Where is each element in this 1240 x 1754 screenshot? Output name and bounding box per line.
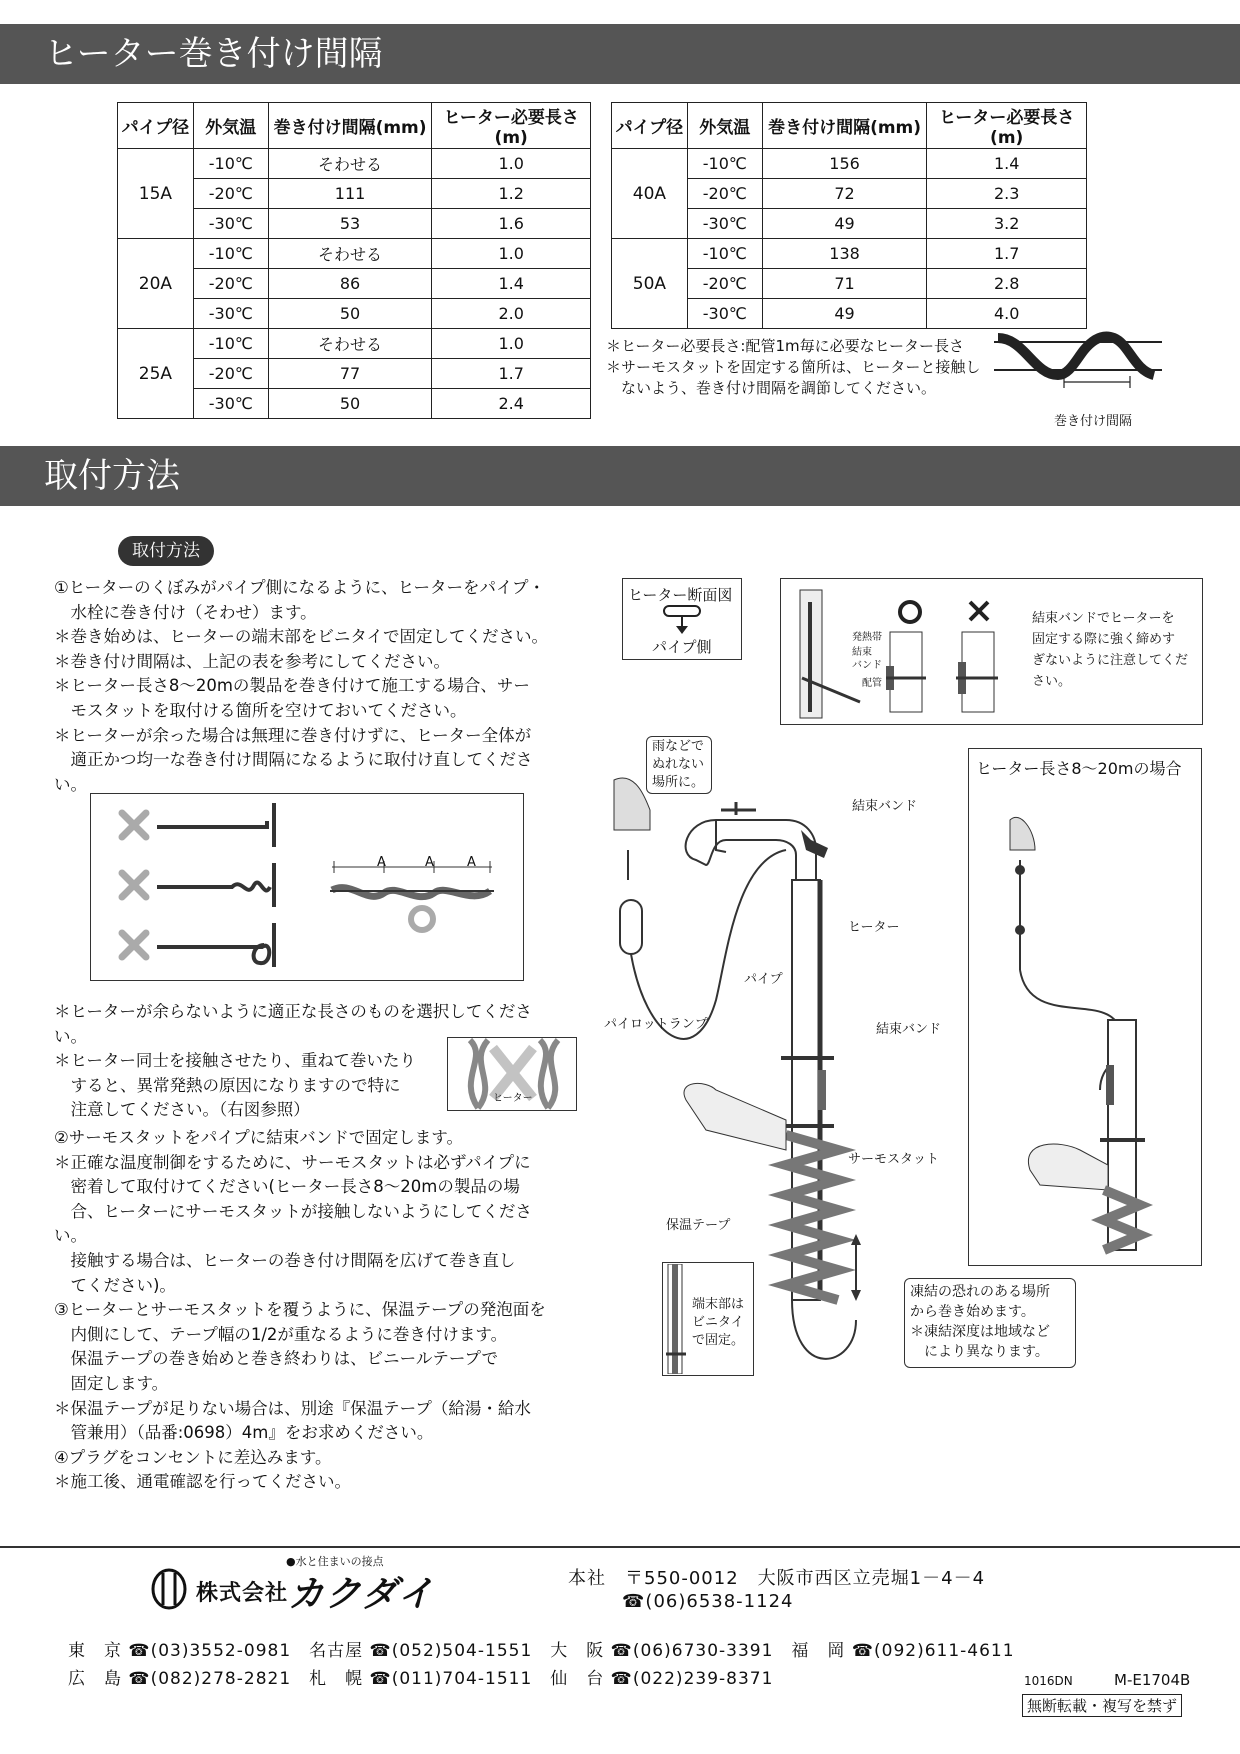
interval-cell: 50 bbox=[268, 389, 432, 419]
overlap-heater-label: ヒーター bbox=[493, 1093, 533, 1104]
freeze-line: ＊凍結深度は地域など bbox=[910, 1324, 1050, 1340]
step2-note-cont: 接触する場合は、ヒーターの巻き付け間隔を広げて巻き直し bbox=[54, 1250, 516, 1270]
branch-phones-row1: 東 京 ☎(03)3552-0981 名古屋 ☎(052)504-1551 大 阪 ☎(06)6730-3391 福 岡 ☎(092)611-4611 bbox=[68, 1641, 1015, 1661]
doc-code-small: 1016DN bbox=[1024, 1674, 1073, 1688]
temp-cell: -20℃ bbox=[687, 179, 762, 209]
header-length: ヒーター必要長さ(m) bbox=[432, 103, 591, 149]
label-heater: ヒーター bbox=[848, 920, 900, 935]
temp-cell: -20℃ bbox=[193, 179, 268, 209]
interval-cell: 49 bbox=[762, 299, 927, 329]
installation-badge: 取付方法 bbox=[118, 536, 214, 566]
hq-address: 本社 〒550-0012 大阪市西区立売堀1－4－4 bbox=[568, 1568, 986, 1589]
length-cell: 1.2 bbox=[432, 179, 591, 209]
band-label-hot: 発熱帯 bbox=[852, 632, 882, 643]
step3-text: ③ヒーターとサーモスタットを覆うように、保温テープの発泡面を bbox=[54, 1300, 546, 1320]
temp-cell: -30℃ bbox=[193, 389, 268, 419]
band-label-band: バンド bbox=[852, 660, 882, 671]
length-cell: 1.4 bbox=[927, 149, 1087, 179]
spacing-a-label: A bbox=[425, 855, 434, 870]
label-insulation-tape: 保温テープ bbox=[666, 1218, 731, 1233]
step1-note: ＊ヒーターが余った場合は無理に巻き付けずに、ヒーター全体が bbox=[54, 725, 532, 745]
length-cell: 1.0 bbox=[432, 239, 591, 269]
length-cell: 1.6 bbox=[432, 209, 591, 239]
interval-table-right bbox=[611, 102, 1087, 329]
wrapping-examples bbox=[92, 795, 522, 979]
company-name: カクダイ bbox=[288, 1574, 435, 1615]
long-heater-case-figure bbox=[980, 790, 1195, 1260]
interval-cell: 138 bbox=[762, 239, 927, 269]
table-header-row bbox=[118, 103, 591, 149]
cross-section-icon bbox=[660, 604, 704, 634]
band-label-pipe: 配管 bbox=[862, 678, 882, 689]
temp-cell: -10℃ bbox=[193, 149, 268, 179]
temp-cell: -30℃ bbox=[193, 209, 268, 239]
company-prefix: 株式会社 bbox=[196, 1581, 289, 1606]
temp-cell: -20℃ bbox=[687, 269, 762, 299]
step2-note-cont: てください)。 bbox=[54, 1275, 176, 1295]
header-interval: 巻き付け間隔(mm) bbox=[762, 103, 927, 149]
end-fix-line: で固定。 bbox=[692, 1333, 745, 1348]
branch-phones-row2: 広 島 ☎(082)278-2821 札 幌 ☎(011)704-1511 仙 台 ☎(022)239-8371 bbox=[68, 1669, 774, 1689]
end-fix-line: 端末部は bbox=[692, 1297, 745, 1312]
pipe-size-cell: 20A bbox=[118, 239, 194, 329]
interval-cell: そわせる bbox=[268, 329, 432, 359]
step3-text-cont: 内側にして、テープ幅の1/2が重なるように巻き付けます。 bbox=[54, 1324, 508, 1344]
step1-note-cont: 適正かつ均一な巻き付け間隔になるように取付け直してください。 bbox=[54, 750, 533, 794]
interval-cell: 156 bbox=[762, 149, 927, 179]
table-row bbox=[118, 239, 591, 269]
step1-note: ＊ヒーター長さ8～20mの製品を巻き付けて施工する場合、サー bbox=[54, 676, 530, 696]
pipe-size-cell: 15A bbox=[118, 149, 194, 239]
table-row bbox=[118, 329, 591, 359]
interval-cell: 111 bbox=[268, 179, 432, 209]
temp-cell: -10℃ bbox=[687, 149, 762, 179]
spacing-a-label: A bbox=[377, 855, 386, 870]
label-tie-band-top: 結束バンド bbox=[852, 799, 918, 814]
freeze-callout-text bbox=[910, 1282, 1050, 1362]
header-interval: 巻き付け間隔(mm) bbox=[268, 103, 432, 149]
length-cell: 2.4 bbox=[432, 389, 591, 419]
length-cell: 1.4 bbox=[432, 269, 591, 299]
label-tie-band-bottom: 結束バンド bbox=[876, 1022, 942, 1037]
rain-line: 場所に。 bbox=[652, 775, 705, 790]
band-note-line: さい。 bbox=[1032, 674, 1072, 689]
temp-cell: -30℃ bbox=[193, 299, 268, 329]
header-outside-temp: 外気温 bbox=[193, 103, 268, 149]
step1-note-cont: すると、異常発熱の原因になりますので特に bbox=[54, 1075, 401, 1095]
end-fix-text bbox=[692, 1296, 744, 1350]
interval-cell: 50 bbox=[268, 299, 432, 329]
interval-cell: そわせる bbox=[268, 149, 432, 179]
note-thermostat: ＊サーモスタットを固定する箇所は、ヒーターと接触し bbox=[606, 358, 981, 376]
table-header-row bbox=[612, 103, 1087, 149]
step4-note: ＊施工後、通電確認を行ってください。 bbox=[54, 1472, 351, 1492]
interval-cell: 72 bbox=[762, 179, 927, 209]
hq-phone: ☎(06)6538-1124 bbox=[622, 1591, 794, 1612]
freeze-line: により異なります。 bbox=[910, 1344, 1049, 1360]
interval-table-left bbox=[117, 102, 591, 419]
cross-section-pipe-side: パイプ側 bbox=[652, 638, 712, 656]
step1-note-cont: 注意してください。（右図参照） bbox=[54, 1100, 310, 1120]
length-cell: 2.0 bbox=[432, 299, 591, 329]
label-pilot-lamp: パイロットランプ bbox=[604, 1017, 708, 1032]
copyright-notice: 無断転載・複写を禁ず bbox=[1022, 1694, 1182, 1717]
freeze-line: 凍結の恐れのある場所 bbox=[910, 1284, 1050, 1300]
header-length: ヒーター必要長さ(m) bbox=[927, 103, 1087, 149]
temp-cell: -20℃ bbox=[193, 269, 268, 299]
rain-line: ぬれない bbox=[652, 757, 705, 772]
temp-cell: -30℃ bbox=[687, 299, 762, 329]
doc-code: M-E1704B bbox=[1114, 1671, 1191, 1689]
section-title-installation: 取付方法 bbox=[0, 446, 1240, 506]
step2-note-cont: 合、ヒーターにサーモスタットが接触しないようにしてください。 bbox=[54, 1201, 532, 1246]
length-cell: 1.7 bbox=[432, 359, 591, 389]
step2-note-cont: 密着して取付けてください(ヒーター長さ8～20mの製品の場 bbox=[54, 1177, 520, 1197]
length-cell: 3.2 bbox=[927, 209, 1087, 239]
step1-note: ＊ヒーター同士を接触させたり、重ねて巻いたり bbox=[54, 1051, 416, 1071]
step1-note-cont: モスタットを取付ける箇所を空けておいてください。 bbox=[54, 700, 467, 720]
label-pipe: パイプ bbox=[744, 972, 783, 987]
band-caution-text bbox=[1032, 608, 1188, 692]
table-row bbox=[118, 149, 591, 179]
step3-note-cont: 管兼用）（品番:0698）4m』をお求めください。 bbox=[54, 1423, 434, 1443]
pipe-size-cell: 25A bbox=[118, 329, 194, 419]
pipe-size-cell: 40A bbox=[612, 149, 688, 239]
end-fix-figure bbox=[664, 1264, 692, 1374]
length-cell: 1.0 bbox=[432, 329, 591, 359]
section-title-winding-interval: ヒーター巻き付け間隔 bbox=[0, 24, 1240, 84]
step3-note: ＊保温テープが足りない場合は、別途『保温テープ（給湯・給水 bbox=[54, 1398, 531, 1418]
step1-text-cont: 水栓に巻き付け（そわせ）ます。 bbox=[54, 602, 317, 622]
label-thermostat: サーモスタット bbox=[848, 1152, 940, 1167]
step3-text-cont: 保温テープの巻き始めと巻き終わりは、ビニールテープで bbox=[54, 1349, 499, 1369]
header-pipe-size: パイプ径 bbox=[612, 103, 688, 149]
band-label-tie: 結束 bbox=[852, 647, 872, 658]
rain-callout-text bbox=[652, 738, 704, 792]
step1-note: ＊ヒーターが余らないように適正な長さのものを選択してください。 bbox=[54, 1002, 532, 1046]
table-notes bbox=[606, 336, 986, 399]
temp-cell: -10℃ bbox=[193, 239, 268, 269]
length-cell: 2.8 bbox=[927, 269, 1087, 299]
step2-note: ＊正確な温度制御をするために、サーモスタットは必ずパイプに bbox=[54, 1152, 531, 1172]
note-thermostat-cont: ないよう、巻き付け間隔を調節してください。 bbox=[606, 379, 937, 397]
long-heater-case-title: ヒーター長さ8～20mの場合 bbox=[976, 759, 1182, 778]
pipe-size-cell: 50A bbox=[612, 239, 688, 329]
interval-cell: 86 bbox=[268, 269, 432, 299]
length-cell: 2.3 bbox=[927, 179, 1087, 209]
step1-text: ①ヒーターのくぼみがパイプ側になるように、ヒーターをパイプ・ bbox=[54, 578, 545, 597]
rain-line: 雨などで bbox=[652, 739, 705, 754]
instructions-part3 bbox=[54, 1126, 564, 1495]
instructions-part1 bbox=[54, 576, 564, 797]
length-cell: 1.0 bbox=[432, 149, 591, 179]
step4-text: ④プラグをコンセントに差込みます。 bbox=[54, 1447, 332, 1467]
footer-divider bbox=[0, 1546, 1240, 1548]
interval-cell: 77 bbox=[268, 359, 432, 389]
step3-text-cont: 固定します。 bbox=[54, 1373, 169, 1393]
interval-cell: 71 bbox=[762, 269, 927, 299]
company-tagline: ●水と住まいの接点 bbox=[286, 1555, 384, 1568]
end-fix-line: ビニタイ bbox=[692, 1315, 744, 1330]
interval-cell: そわせる bbox=[268, 239, 432, 269]
spacing-a-label: A bbox=[467, 855, 476, 870]
table-row bbox=[612, 239, 1087, 269]
cross-section-title: ヒーター断面図 bbox=[628, 586, 733, 604]
interval-cell: 49 bbox=[762, 209, 927, 239]
band-note-line: ぎないように注意してくだ bbox=[1032, 653, 1189, 668]
freeze-line: から巻き始めます。 bbox=[910, 1304, 1035, 1320]
step1-note: ＊巻き付け間隔は、上記の表を参考にしてください。 bbox=[54, 651, 450, 671]
temp-cell: -10℃ bbox=[193, 329, 268, 359]
step2-text: ②サーモスタットをパイプに結束バンドで固定します。 bbox=[54, 1128, 463, 1147]
length-cell: 1.7 bbox=[927, 239, 1087, 269]
temp-cell: -20℃ bbox=[193, 359, 268, 389]
band-note-line: 結束バンドでヒーターを bbox=[1032, 611, 1175, 626]
interval-label: 巻き付け間隔 bbox=[1054, 414, 1133, 429]
length-cell: 4.0 bbox=[927, 299, 1087, 329]
band-caution-figure bbox=[790, 582, 1030, 722]
interval-cell: 53 bbox=[268, 209, 432, 239]
table-row bbox=[612, 149, 1087, 179]
temp-cell: -10℃ bbox=[687, 239, 762, 269]
temp-cell: -30℃ bbox=[687, 209, 762, 239]
company-logo-icon bbox=[150, 1567, 188, 1611]
band-note-line: 固定する際に強く締めす bbox=[1032, 632, 1176, 647]
note-length: ＊ヒーター必要長さ:配管1m毎に必要なヒーター長さ bbox=[606, 337, 965, 355]
header-outside-temp: 外気温 bbox=[687, 103, 762, 149]
step1-note: ＊巻き始めは、ヒーターの端末部をビニタイで固定してください。 bbox=[54, 627, 549, 647]
header-pipe-size: パイプ径 bbox=[118, 103, 194, 149]
